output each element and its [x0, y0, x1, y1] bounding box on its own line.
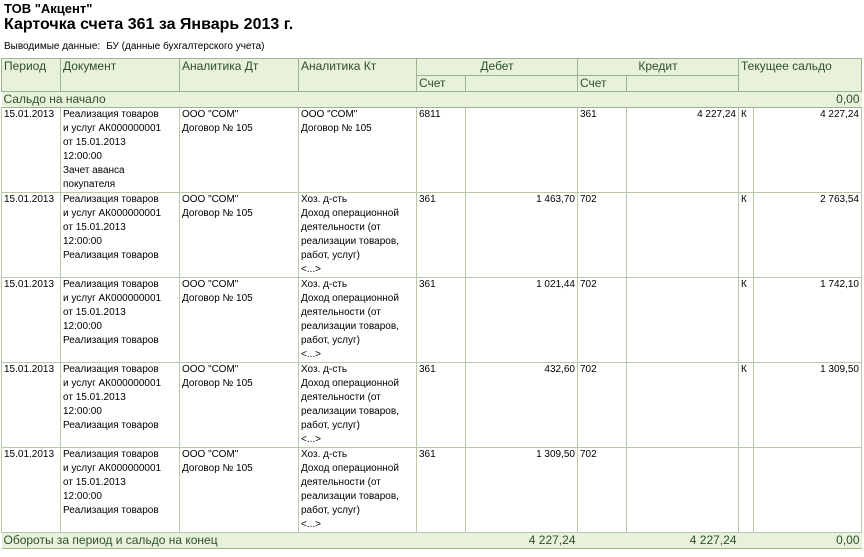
cell-debit-account: 6811 — [417, 108, 466, 193]
cell-debit-account: 361 — [417, 363, 466, 448]
table-header-row — [2, 59, 862, 76]
totals-balance: 0,00 — [739, 533, 862, 549]
opening-balance-label: Сальдо на начало — [2, 92, 754, 108]
column-header-credit-amount — [627, 76, 739, 92]
cell-balance: 4 227,24 — [754, 108, 862, 193]
cell-balance-type: К — [739, 108, 754, 193]
cell-analytics-dt: ООО "СОМ" Договор № 105 — [180, 193, 299, 278]
output-data-value: БУ (данные бухгалтерского учета) — [106, 41, 265, 52]
cell-balance: 2 763,54 — [754, 193, 862, 278]
cell-debit-amount: 432,60 — [466, 363, 578, 448]
cell-period: 15.01.2013 — [2, 278, 61, 363]
column-header-debit[interactable]: Дебет — [417, 59, 578, 76]
cell-document[interactable]: Реализация товаров и услуг АК000000001 от 15.01.2013 12:00:00 Реализация товаров — [61, 363, 180, 448]
cell-balance: 1 309,50 — [754, 363, 862, 448]
column-header-credit[interactable]: Кредит — [578, 59, 739, 76]
column-header-debit-account[interactable]: Счет — [417, 76, 466, 92]
cell-analytics-dt: ООО "СОМ" Договор № 105 — [180, 278, 299, 363]
cell-credit-amount — [627, 448, 739, 533]
table-row[interactable] — [2, 193, 862, 278]
cell-credit-account: 702 — [578, 363, 627, 448]
cell-balance-type: К — [739, 193, 754, 278]
cell-document[interactable]: Реализация товаров и услуг АК000000001 от 15.01.2013 12:00:00 Реализация товаров — [61, 448, 180, 533]
cell-credit-amount — [627, 278, 739, 363]
column-header-period[interactable]: Период — [2, 59, 61, 92]
cell-analytics-kt: Хоз. д-сть Доход операционной деятельности (от реализации товаров, работ, услуг) <...> — [299, 278, 417, 363]
cell-period: 15.01.2013 — [2, 108, 61, 193]
cell-debit-account: 361 — [417, 448, 466, 533]
cell-debit-amount: 1 309,50 — [466, 448, 578, 533]
report-title: Карточка счета 361 за Январь 2013 г. — [4, 16, 294, 33]
cell-analytics-kt: Хоз. д-сть Доход операционной деятельности (от реализации товаров, работ, услуг) <...> — [299, 448, 417, 533]
cell-analytics-kt: ООО "СОМ" Договор № 105 — [299, 108, 417, 193]
column-header-analytics-dt[interactable]: Аналитика Дт — [180, 59, 299, 92]
column-header-debit-amount — [466, 76, 578, 92]
cell-analytics-dt: ООО "СОМ" Договор № 105 — [180, 448, 299, 533]
totals-row[interactable] — [2, 533, 862, 549]
totals-label: Обороты за период и сальдо на конец — [2, 533, 417, 549]
cell-credit-account: 702 — [578, 193, 627, 278]
cell-debit-amount: 1 021,44 — [466, 278, 578, 363]
cell-analytics-kt: Хоз. д-сть Доход операционной деятельности (от реализации товаров, работ, услуг) <...> — [299, 363, 417, 448]
opening-balance-value: 0,00 — [754, 92, 862, 108]
table-row[interactable] — [2, 278, 862, 363]
table-row[interactable] — [2, 448, 862, 533]
cell-credit-account: 702 — [578, 278, 627, 363]
cell-credit-account: 361 — [578, 108, 627, 193]
cell-balance-type — [739, 448, 754, 533]
account-card-table — [1, 58, 862, 549]
cell-debit-account: 361 — [417, 193, 466, 278]
cell-analytics-dt: ООО "СОМ" Договор № 105 — [180, 363, 299, 448]
cell-analytics-dt: ООО "СОМ" Договор № 105 — [180, 108, 299, 193]
column-header-analytics-kt[interactable]: Аналитика Кт — [299, 59, 417, 92]
cell-analytics-kt: Хоз. д-сть Доход операционной деятельности (от реализации товаров, работ, услуг) <...> — [299, 193, 417, 278]
output-data-label: Выводимые данные: — [4, 41, 101, 52]
cell-period: 15.01.2013 — [2, 448, 61, 533]
cell-balance — [754, 448, 862, 533]
totals-credit: 4 227,24 — [578, 533, 739, 549]
totals-debit: 4 227,24 — [417, 533, 578, 549]
output-data-line — [4, 41, 265, 52]
cell-debit-amount: 1 463,70 — [466, 193, 578, 278]
cell-document[interactable]: Реализация товаров и услуг АК000000001 от 15.01.2013 12:00:00 Реализация товаров — [61, 193, 180, 278]
column-header-credit-account[interactable]: Счет — [578, 76, 627, 92]
column-header-balance[interactable]: Текущее сальдо — [739, 59, 862, 92]
cell-balance-type: К — [739, 363, 754, 448]
opening-balance-row[interactable] — [2, 92, 862, 108]
cell-document[interactable]: Реализация товаров и услуг АК000000001 от 15.01.2013 12:00:00 Зачет аванса покупателя — [61, 108, 180, 193]
table-row[interactable] — [2, 108, 862, 193]
organization-name: ТОВ "Акцент" — [4, 1, 93, 16]
cell-balance: 1 742,10 — [754, 278, 862, 363]
table-row[interactable] — [2, 363, 862, 448]
cell-credit-amount — [627, 193, 739, 278]
cell-credit-amount — [627, 363, 739, 448]
column-header-document[interactable]: Документ — [61, 59, 180, 92]
cell-period: 15.01.2013 — [2, 193, 61, 278]
cell-credit-amount: 4 227,24 — [627, 108, 739, 193]
cell-period: 15.01.2013 — [2, 363, 61, 448]
cell-debit-account: 361 — [417, 278, 466, 363]
cell-balance-type: К — [739, 278, 754, 363]
cell-document[interactable]: Реализация товаров и услуг АК000000001 от 15.01.2013 12:00:00 Реализация товаров — [61, 278, 180, 363]
cell-debit-amount — [466, 108, 578, 193]
cell-credit-account: 702 — [578, 448, 627, 533]
